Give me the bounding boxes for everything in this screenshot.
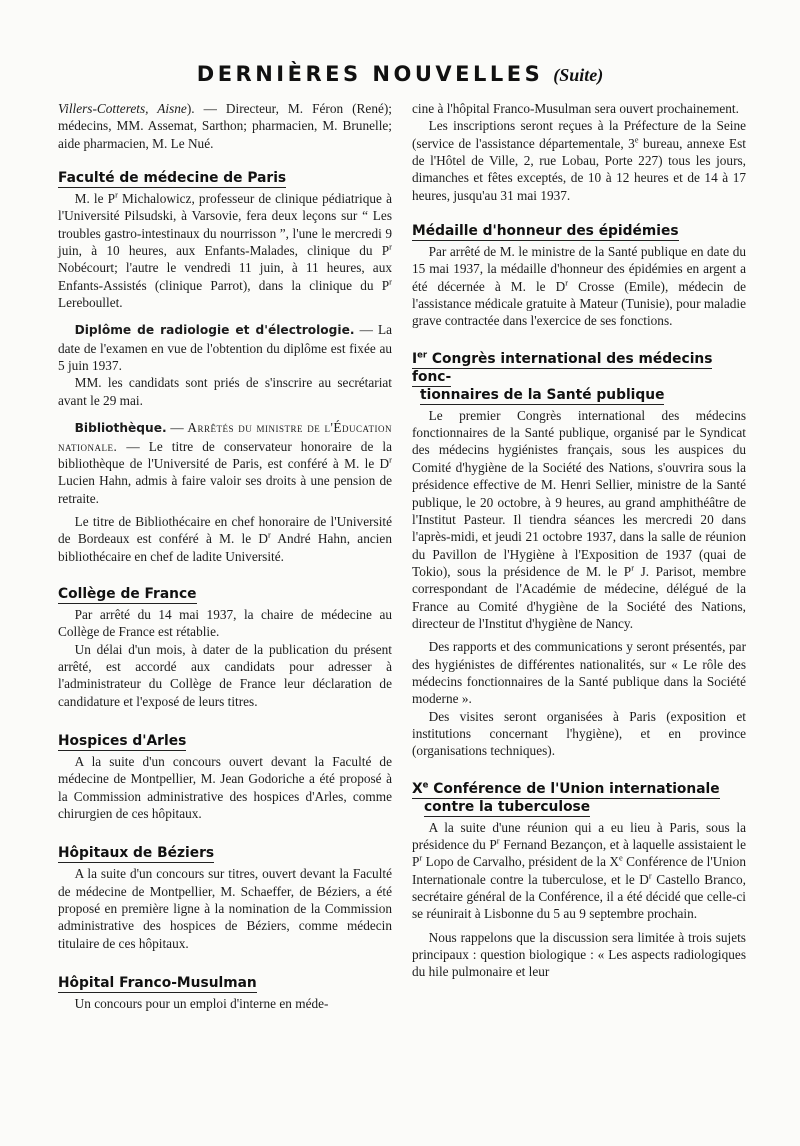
text-run: J. Parisot, membre correspondant de l'Académie de médecine, délégué de la France au Comité d'hygiène de la Société des Nations, directeur de l'Institut d'hygiène de Nancy. — [412, 563, 746, 631]
text-run: Conférence de l'Union internationale — [428, 780, 720, 797]
text-run: Le premier Congrès international des médecins fonctionnaires de la Santé publique, organisé par le Syndicat des médecins hygiénistes français, sous les auspices du Comité d'hygiène de la Société des Nations, s'ouvrira sous la présidence effective de M. Henri Sellier, ministre de la Santé publique, le 20 octobre, à 9 heures, au grand amphithéâtre de l'Institut Pasteur. Il tiendra séances les mercredi 20 dans l'après-midi, et jeudi 21 octobre 1937, dans la salle de réunion du Pavillon de l'Hygiène à l'Exposition de 1937 (quai de Tokio), sous la présidence de M. le P — [412, 407, 746, 579]
text-run: X — [412, 780, 423, 797]
beziers-paragraph: A la suite d'un concours sur titres, ouvert devant la Faculté de médecine de Montpellier, M. Schaeffer, de Béziers, a été proposé en première ligne à la nomination de la Commission administrative des hospices de Béziers, comme médecin titulaire de ces hôpitaux. — [58, 866, 392, 951]
bordeaux-paragraph — [58, 513, 392, 565]
superscript: e — [618, 852, 623, 863]
superscript: r — [631, 562, 635, 573]
text-run: Conférence de l'Union Internationale contre la tuberculose, et le D — [412, 854, 746, 887]
congres-paragraph-3: Des visites seront organisées à Paris (exposition et institutions concernant l'hygiène), et en province (organisations techniques). — [412, 708, 746, 759]
diplome-paragraph — [58, 321, 392, 374]
superscript: r — [648, 870, 652, 881]
superscript: e — [634, 134, 639, 145]
arles-paragraph: A la suite d'un concours ouvert devant la Faculté de médecine de Montpellier, M. Jean Godoriche a été proposé à la Commission administrative des hospices d'Arles, comme chirurgien de ces hôpitaux. — [58, 753, 392, 821]
text-run: I — [412, 350, 418, 367]
section-title-conference-line-2: contre la tuberculose — [424, 798, 591, 815]
superscript: r — [115, 189, 118, 200]
college-paragraph-2: Un délai d'un mois, à dater de la publication du présent arrêté, est accordé aux candidats pour adresser à l'administrateur du Collège de France leur déclaration de candidature et l'exposé de leurs titres. — [58, 641, 392, 709]
superscript: r — [268, 529, 271, 540]
conference-paragraph-1 — [412, 819, 746, 923]
franco-musulman-paragraph: Un concours pour un emploi d'interne en méde- — [74, 996, 329, 1012]
section-title-college-text: Collège de France — [58, 585, 197, 602]
section-title-beziers — [58, 844, 392, 862]
faculte-paragraph — [58, 190, 392, 311]
left-column — [58, 100, 392, 1012]
text-run: André Hahn, ancien bibliothécaire en chef de ladite Université. — [58, 531, 392, 564]
candidats-paragraph: MM. les candidats sont priés de s'inscrire au secrétariat avant le 29 mai. — [58, 375, 392, 408]
inscriptions-paragraph — [412, 117, 746, 204]
text-run: Lopo de Carvalho, président de la X — [422, 854, 619, 870]
section-title-beziers-text: Hôpitaux de Béziers — [58, 845, 215, 862]
superscript: e — [422, 780, 429, 791]
diplome-label: Diplôme de radiologie et d'électrologie. — [74, 323, 355, 338]
bibliotheque-paragraph — [58, 419, 392, 507]
section-title-congres-line-1 — [412, 351, 712, 387]
section-title-congres — [412, 350, 746, 404]
section-title-faculte — [58, 169, 392, 187]
conference-paragraph-2: Nous rappelons que la discussion sera limitée à trois sujets principaux : question biologique : « Les aspects radiologiques du hile pulmonaire et leur — [412, 929, 746, 980]
text-run: Castello Branco, secrétaire général de la Conférence, il a été décidé que celle-ci se réunirait à Lisbonne du 5 au 9 septembre prochain. — [412, 871, 746, 922]
superscript: r — [389, 454, 392, 465]
intro-text: ). — Directeur, M. Féron (René); médecins, MM. Assemat, Sarthon; pharmacien, M. Brunelle; aide pharmacien, M. Le Nué. — [58, 101, 393, 151]
franco-musulman-continued: cine à l'hôpital Franco-Musulman sera ouvert prochainement. — [412, 101, 739, 116]
intro-paragraph — [58, 100, 392, 152]
section-title-college — [58, 585, 392, 603]
medaille-paragraph — [412, 243, 746, 330]
section-title-medaille-text: Médaille d'honneur des épidémies — [412, 223, 679, 240]
text-run: — La date de l'examen en vue de l'obtention du diplôme est fixée au 5 juin 1937. — [58, 322, 392, 374]
superscript: r — [565, 277, 569, 288]
intro-place: Villers-Cotterets, Aisne — [58, 101, 187, 116]
text-run: Crosse (Emile), médecin de l'assistance médicale gratuite à Mateur (Tunisie), pour maladie grave contractée dans l'exercice de ses fonctions. — [412, 278, 746, 329]
superscript: r — [389, 241, 392, 252]
section-title-congres-line-2: tionnaires de la Santé publique — [420, 386, 665, 403]
section-title-medaille — [412, 222, 746, 240]
text-run: — — [166, 420, 188, 436]
section-title-franco-musulman-text: Hôpital Franco-Musulman — [58, 975, 257, 992]
text-run: Michalowicz, professeur de clinique pédiatrique à l'Université Pilsudski, à Varsovie, fera deux leçons sur “ Les troubles gastro-intestinaux du nourrisson ”, l'une le mercredi 9 juin, à 10 heures, aux Enfants-Malades, clinique du P — [58, 191, 392, 259]
text-run: Les inscriptions seront reçues à la Préfecture de la Seine (service de l'assistance départementale, 3 — [412, 118, 746, 151]
superscript: r — [419, 852, 423, 863]
text-run: M. le P — [74, 191, 116, 207]
superscript: r — [389, 276, 392, 287]
text-run: Par arrêté de M. le ministre de la Santé publique en date du 15 mai 1937, la médaille d'honneur des épidémies en argent a été décernée à M. le D — [412, 244, 746, 294]
bibliotheque-label: Bibliothèque. — [74, 421, 167, 436]
superscript: er — [417, 350, 428, 361]
text-run: Lereboullet. — [58, 295, 123, 311]
congres-paragraph-1 — [412, 407, 746, 632]
text-run: Lucien Hahn, admis à faire valoir ses droits à une pension de retraite. — [58, 473, 392, 506]
text-run: Le titre de Bibliothécaire en chef honoraire de l'Université de Bordeaux est conféré à M. le D — [58, 513, 392, 547]
arretes-label: Arrêtés du ministre de l'Éducation nationale. — [58, 420, 392, 454]
page-header — [0, 62, 800, 86]
college-paragraph-1: Par arrêté du 14 mai 1937, la chaire de médecine au Collège de France est rétablie. — [58, 606, 392, 640]
section-title-arles — [58, 732, 392, 750]
text-run: Fernand Bezançon, et à laquelle assistaient le P — [412, 837, 746, 870]
text-run: A la suite d'une réunion qui a eu lieu à Paris, sous la présidence du P — [412, 819, 746, 852]
text-run: Nobécourt; l'autre le vendredi 11 juin, à 11 heures, aux Enfants-Assistés (clinique Parrot), dans la clinique du P — [58, 260, 392, 293]
section-title-franco-musulman — [58, 974, 392, 992]
superscript: r — [496, 835, 500, 846]
page-title: DERNIÈRES NOUVELLES — [196, 62, 544, 86]
section-title-faculte-text: Faculté de médecine de Paris — [58, 170, 287, 187]
text-run: Congrès international des médecins fonc- — [412, 350, 713, 385]
text-run: bureau, annexe Est de l'Hôtel de Ville, 2, rue Lobau, Porte 227) tous les jours, dimanches et fêtes exceptés, de 10 à 12 heures et de 14 à 17 heures, jusqu'au 31 mai 1937. — [412, 135, 746, 203]
congres-paragraph-2: Des rapports et des communications y seront présentés, par des hygiénistes de différentes nationalités, sur « Le rôle des médecins fonctionnaires de la Santé publique dans la Société moderne ». — [412, 639, 746, 707]
section-title-conference — [412, 780, 746, 816]
section-title-arles-text: Hospices d'Arles — [58, 732, 187, 749]
section-title-conference-line-1 — [412, 781, 720, 799]
page-title-suite: (Suite) — [553, 65, 604, 85]
text-run: — Le titre de conservateur honoraire de la bibliothèque de l'Université de Paris, est conféré à M. le D — [58, 438, 392, 471]
right-column — [412, 100, 746, 981]
